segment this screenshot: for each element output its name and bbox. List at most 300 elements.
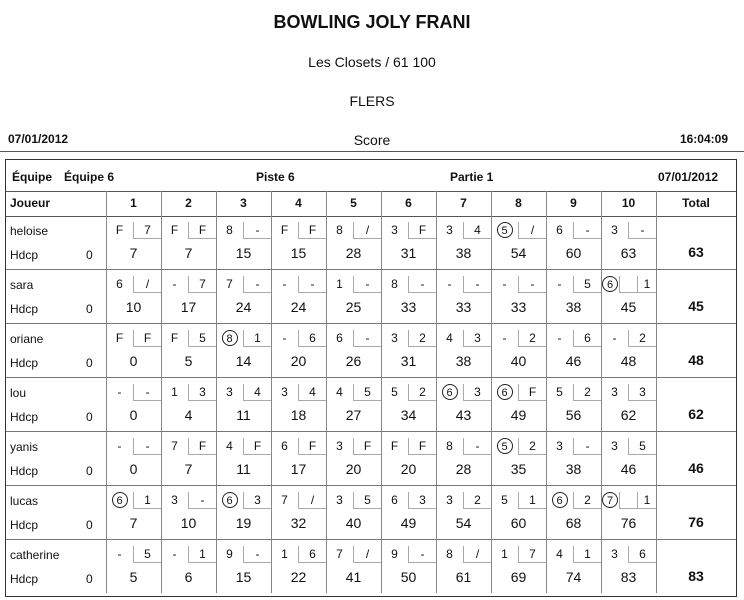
col-frame-6: 6 — [405, 196, 412, 210]
hdcp-label: Hdcp — [10, 572, 39, 586]
cumulative-score: 28 — [345, 245, 362, 261]
ball-1: 9 — [226, 547, 233, 561]
frame-10 — [601, 486, 656, 539]
column-divider — [326, 191, 327, 216]
ball-2: - — [243, 546, 271, 563]
cumulative-score: 38 — [455, 353, 472, 369]
hdcp-value: 0 — [86, 410, 93, 424]
ball-1: 1 — [171, 385, 178, 399]
hdcp-value: 0 — [86, 302, 93, 316]
cumulative-score: 0 — [129, 407, 138, 423]
ball-2: 5 — [353, 384, 381, 401]
frame-divider — [546, 432, 547, 485]
frame-8 — [491, 432, 546, 485]
player-total: 83 — [688, 568, 704, 584]
hdcp-value: 0 — [86, 518, 93, 532]
frame-7 — [436, 486, 491, 539]
frame-divider — [436, 432, 437, 485]
ball-3: 1 — [637, 276, 656, 293]
cumulative-score: 74 — [565, 569, 582, 585]
ball-1: F — [390, 439, 399, 453]
frame-divider — [656, 432, 657, 485]
ball-1: 3 — [611, 385, 618, 399]
column-divider — [216, 191, 217, 216]
frame-4 — [271, 270, 326, 323]
ball-2: 4 — [243, 384, 271, 401]
ball-1: - — [612, 331, 617, 345]
ball-2: - — [133, 384, 161, 401]
frame-4 — [271, 540, 326, 593]
ball-1: 6 — [281, 439, 288, 453]
ball-1: - — [117, 385, 122, 399]
hdcp-label: Hdcp — [10, 356, 39, 370]
ball-2: F — [408, 222, 436, 239]
split-circle: 7 — [602, 492, 618, 508]
ball-2: - — [463, 276, 491, 293]
ball-1: 3 — [281, 385, 288, 399]
frame-divider — [601, 378, 602, 431]
cumulative-score: 35 — [510, 461, 527, 477]
cumulative-score: 19 — [235, 515, 252, 531]
frame-divider — [656, 216, 657, 269]
ball-1: 3 — [446, 223, 453, 237]
club-address: Les Closets / 61 100 — [308, 54, 436, 70]
frame-8 — [491, 540, 546, 593]
team-name: Équipe 6 — [64, 170, 115, 184]
frame-divider — [161, 324, 162, 377]
frame-divider — [491, 270, 492, 323]
frame-divider — [436, 486, 437, 539]
hdcp-label: Hdcp — [10, 302, 39, 316]
frame-divider — [106, 216, 107, 269]
frame-6 — [381, 378, 436, 431]
frame-divider — [491, 324, 492, 377]
ball-2: / — [518, 222, 546, 239]
frame-divider — [491, 486, 492, 539]
frame-2 — [161, 270, 216, 323]
ball-2: 5 — [188, 330, 216, 347]
cumulative-score: 40 — [510, 353, 527, 369]
cumulative-score: 24 — [235, 299, 252, 315]
frame-divider — [106, 324, 107, 377]
ball-2: 2 — [518, 330, 546, 347]
ball-1: 3 — [611, 223, 618, 237]
frame-8 — [491, 486, 546, 539]
frame-divider — [216, 378, 217, 431]
frame-divider — [656, 378, 657, 431]
cumulative-score: 49 — [510, 407, 527, 423]
frame-1 — [106, 216, 161, 269]
frame-divider — [381, 486, 382, 539]
ball-1: 4 — [226, 439, 233, 453]
frame-divider — [161, 270, 162, 323]
ball-2: 7 — [188, 276, 216, 293]
cumulative-score: 24 — [290, 299, 307, 315]
frame-9 — [546, 432, 601, 485]
ball-1: 4 — [556, 547, 563, 561]
cumulative-score: 7 — [184, 461, 193, 477]
frame-4 — [271, 378, 326, 431]
ball-2: 4 — [298, 384, 326, 401]
ball-1: 3 — [556, 439, 563, 453]
frame-4 — [271, 324, 326, 377]
ball-2: F — [298, 222, 326, 239]
ball-1: - — [172, 547, 177, 561]
cumulative-score: 15 — [235, 569, 252, 585]
frame-10 — [601, 216, 656, 269]
frame-divider — [491, 378, 492, 431]
ball-2: / — [353, 222, 381, 239]
frame-8 — [491, 378, 546, 431]
frame-9 — [546, 540, 601, 593]
frame-6 — [381, 270, 436, 323]
frame-4 — [271, 432, 326, 485]
frame-3 — [216, 540, 271, 593]
col-frame-4: 4 — [295, 196, 302, 210]
cumulative-score: 11 — [236, 461, 251, 477]
cumulative-score: 20 — [400, 461, 417, 477]
cumulative-score: 41 — [345, 569, 362, 585]
ball-2: / — [463, 546, 491, 563]
frame-2 — [161, 324, 216, 377]
ball-2: 2 — [408, 330, 436, 347]
frame-10 — [601, 270, 656, 323]
frame-divider — [161, 540, 162, 593]
frame-divider — [106, 540, 107, 593]
frame-divider — [436, 270, 437, 323]
frame-4 — [271, 216, 326, 269]
hdcp-label: Hdcp — [10, 518, 39, 532]
frame-divider — [271, 324, 272, 377]
print-time: 16:04:09 — [679, 132, 728, 146]
cumulative-score: 38 — [565, 299, 582, 315]
ball-1: 3 — [391, 331, 398, 345]
hdcp-label: Hdcp — [10, 464, 39, 478]
frame-6 — [381, 540, 436, 593]
sheet-date: 07/01/2012 — [658, 170, 719, 184]
ball-1: F — [115, 223, 124, 237]
player-name: catherine — [10, 548, 60, 562]
team-label: Équipe — [12, 170, 53, 184]
cumulative-score: 38 — [565, 461, 582, 477]
ball-2: 3 — [188, 384, 216, 401]
cumulative-score: 49 — [400, 515, 417, 531]
frame-divider — [326, 216, 327, 269]
ball-1: 6 — [116, 277, 123, 291]
frame-divider — [656, 270, 657, 323]
ball-2: - — [353, 276, 381, 293]
cumulative-score: 18 — [290, 407, 307, 423]
frame-divider — [326, 540, 327, 593]
cumulative-score: 69 — [510, 569, 527, 585]
ball-2: F — [133, 330, 161, 347]
frame-5 — [326, 324, 381, 377]
frame-divider — [216, 432, 217, 485]
cumulative-score: 76 — [620, 515, 637, 531]
frame-divider — [436, 540, 437, 593]
frame-7 — [436, 270, 491, 323]
cumulative-score: 22 — [290, 569, 307, 585]
frame-2 — [161, 486, 216, 539]
ball-1: 7 — [171, 439, 178, 453]
frame-2 — [161, 216, 216, 269]
frame-6 — [381, 324, 436, 377]
ball-1: 8 — [446, 547, 453, 561]
frame-divider — [491, 540, 492, 593]
col-frame-8: 8 — [515, 196, 522, 210]
ball-1: - — [502, 277, 507, 291]
ball-1: 5 — [501, 493, 508, 507]
frame-1 — [106, 270, 161, 323]
frame-1 — [106, 378, 161, 431]
ball-1: 1 — [336, 277, 343, 291]
frame-divider — [546, 540, 547, 593]
cumulative-score: 0 — [129, 353, 138, 369]
frame-2 — [161, 432, 216, 485]
frame-9 — [546, 486, 601, 539]
split-circle: 6 — [442, 384, 458, 400]
frame-divider — [326, 378, 327, 431]
frame-divider — [436, 324, 437, 377]
frame-divider — [326, 432, 327, 485]
frame-divider — [216, 540, 217, 593]
ball-2: 2 — [463, 492, 491, 509]
ball-2: F — [518, 384, 546, 401]
ball-1 — [491, 384, 518, 400]
split-circle: 6 — [222, 492, 238, 508]
column-divider — [436, 191, 437, 216]
cumulative-score: 61 — [455, 569, 472, 585]
cumulative-score: 31 — [400, 245, 417, 261]
player-row-sara — [6, 270, 736, 324]
frame-divider — [381, 540, 382, 593]
team-info-row — [6, 160, 736, 192]
split-circle: 6 — [112, 492, 128, 508]
cumulative-score: 25 — [345, 299, 362, 315]
frame-divider — [436, 216, 437, 269]
cumulative-score: 28 — [455, 461, 472, 477]
ball-1: 8 — [446, 439, 453, 453]
split-circle: 5 — [497, 438, 513, 454]
cumulative-score: 7 — [129, 515, 138, 531]
col-player: Joueur — [10, 196, 51, 210]
ball-1: 5 — [391, 385, 398, 399]
player-row-lucas — [6, 486, 736, 540]
ball-2: 5 — [353, 492, 381, 509]
ball-2: 2 — [573, 384, 601, 401]
cumulative-score: 33 — [455, 299, 472, 315]
ball-2: 3 — [243, 492, 271, 509]
cumulative-score: 34 — [400, 407, 417, 423]
ball-2: 6 — [298, 546, 326, 563]
ball-2 — [619, 492, 638, 509]
ball-1: 6 — [391, 493, 398, 507]
player-row-heloise — [6, 216, 736, 270]
cumulative-score: 5 — [129, 569, 138, 585]
frame-divider — [381, 432, 382, 485]
frame-10 — [601, 540, 656, 593]
cumulative-score: 33 — [400, 299, 417, 315]
header-divider — [0, 151, 744, 152]
ball-2: - — [408, 546, 436, 563]
cumulative-score: 26 — [345, 353, 362, 369]
game-number: Partie 1 — [450, 170, 494, 184]
cumulative-score: 60 — [565, 245, 582, 261]
ball-2: / — [298, 492, 326, 509]
col-frame-2: 2 — [185, 196, 192, 210]
cumulative-score: 7 — [129, 245, 138, 261]
ball-1 — [491, 222, 518, 238]
ball-2: 2 — [573, 492, 601, 509]
ball-1: 3 — [226, 385, 233, 399]
frame-5 — [326, 270, 381, 323]
ball-2: 3 — [628, 384, 656, 401]
frame-divider — [546, 216, 547, 269]
ball-1: - — [282, 331, 287, 345]
col-frame-3: 3 — [240, 196, 247, 210]
ball-2: 3 — [408, 492, 436, 509]
player-name: lou — [10, 386, 27, 400]
frame-5 — [326, 540, 381, 593]
ball-1 — [491, 438, 518, 454]
frame-divider — [381, 324, 382, 377]
ball-1: 8 — [391, 277, 398, 291]
cumulative-score: 56 — [565, 407, 582, 423]
frame-8 — [491, 216, 546, 269]
split-circle: 5 — [497, 222, 513, 238]
ball-2: 1 — [518, 492, 546, 509]
frame-divider — [491, 216, 492, 269]
ball-2: / — [353, 546, 381, 563]
ball-1: 3 — [446, 493, 453, 507]
player-row-lou — [6, 378, 736, 432]
column-divider — [106, 191, 107, 216]
frame-divider — [161, 486, 162, 539]
frame-divider — [106, 486, 107, 539]
frame-5 — [326, 432, 381, 485]
ball-1: - — [447, 277, 452, 291]
ball-1: 8 — [336, 223, 343, 237]
player-name: yanis — [10, 440, 39, 454]
frame-divider — [381, 216, 382, 269]
frame-divider — [271, 378, 272, 431]
cumulative-score: 7 — [184, 245, 193, 261]
frame-divider — [161, 216, 162, 269]
player-row-yanis — [6, 432, 736, 486]
cumulative-score: 10 — [180, 515, 197, 531]
frame-1 — [106, 540, 161, 593]
cumulative-score: 68 — [565, 515, 582, 531]
cumulative-score: 32 — [290, 515, 307, 531]
print-date: 07/01/2012 — [8, 132, 69, 146]
frame-3 — [216, 216, 271, 269]
frame-6 — [381, 432, 436, 485]
col-frame-7: 7 — [460, 196, 467, 210]
frame-1 — [106, 432, 161, 485]
player-total: 46 — [688, 460, 704, 476]
frame-divider — [161, 432, 162, 485]
hdcp-value: 0 — [86, 572, 93, 586]
player-name: lucas — [10, 494, 39, 508]
hdcp-value: 0 — [86, 356, 93, 370]
ball-2: F — [188, 222, 216, 239]
frame-5 — [326, 378, 381, 431]
cumulative-score: 17 — [180, 299, 197, 315]
frame-divider — [601, 324, 602, 377]
cumulative-score: 83 — [620, 569, 637, 585]
print-header — [0, 0, 744, 150]
ball-2: - — [243, 222, 271, 239]
cumulative-score: 46 — [565, 353, 582, 369]
frame-divider — [601, 270, 602, 323]
col-frame-1: 1 — [130, 196, 137, 210]
ball-2: F — [408, 438, 436, 455]
cumulative-score: 62 — [620, 407, 637, 423]
frame-7 — [436, 216, 491, 269]
frame-divider — [546, 324, 547, 377]
cumulative-score: 6 — [184, 569, 193, 585]
ball-2: 2 — [408, 384, 436, 401]
ball-1: 3 — [611, 547, 618, 561]
club-name: BOWLING JOLY FRANI — [273, 12, 471, 32]
score-sheet — [5, 159, 737, 597]
ball-1: 4 — [336, 385, 343, 399]
frame-divider — [656, 486, 657, 539]
frame-10 — [601, 324, 656, 377]
ball-2: 6 — [298, 330, 326, 347]
cumulative-score: 45 — [620, 299, 637, 315]
ball-2: F — [353, 438, 381, 455]
score-title: Score — [353, 132, 391, 148]
col-frame-9: 9 — [570, 196, 577, 210]
ball-2: - — [573, 438, 601, 455]
ball-1: 3 — [391, 223, 398, 237]
ball-2: 7 — [133, 222, 161, 239]
ball-2: 2 — [628, 330, 656, 347]
ball-1: 9 — [391, 547, 398, 561]
frame-divider — [656, 540, 657, 593]
frame-divider — [326, 486, 327, 539]
frame-3 — [216, 432, 271, 485]
split-circle: 6 — [602, 276, 618, 292]
split-circle: 6 — [552, 492, 568, 508]
cumulative-score: 54 — [455, 515, 472, 531]
frame-divider — [326, 324, 327, 377]
score-grid — [6, 216, 736, 593]
player-row-oriane — [6, 324, 736, 378]
column-divider — [546, 191, 547, 216]
ball-2: 1 — [573, 546, 601, 563]
cumulative-score: 27 — [345, 407, 362, 423]
ball-2: - — [133, 438, 161, 455]
cumulative-score: 40 — [345, 515, 362, 531]
frame-6 — [381, 486, 436, 539]
frame-divider — [271, 432, 272, 485]
ball-2: 5 — [628, 438, 656, 455]
cumulative-score: 15 — [290, 245, 307, 261]
col-frame-5: 5 — [350, 196, 357, 210]
frame-7 — [436, 378, 491, 431]
ball-2: 1 — [133, 492, 161, 509]
cumulative-score: 43 — [455, 407, 472, 423]
column-divider — [601, 191, 602, 216]
col-frame-10: 10 — [621, 196, 636, 210]
ball-1: - — [117, 439, 122, 453]
cumulative-score: 31 — [400, 353, 417, 369]
hdcp-value: 0 — [86, 248, 93, 262]
ball-2: 3 — [463, 330, 491, 347]
column-divider — [381, 191, 382, 216]
